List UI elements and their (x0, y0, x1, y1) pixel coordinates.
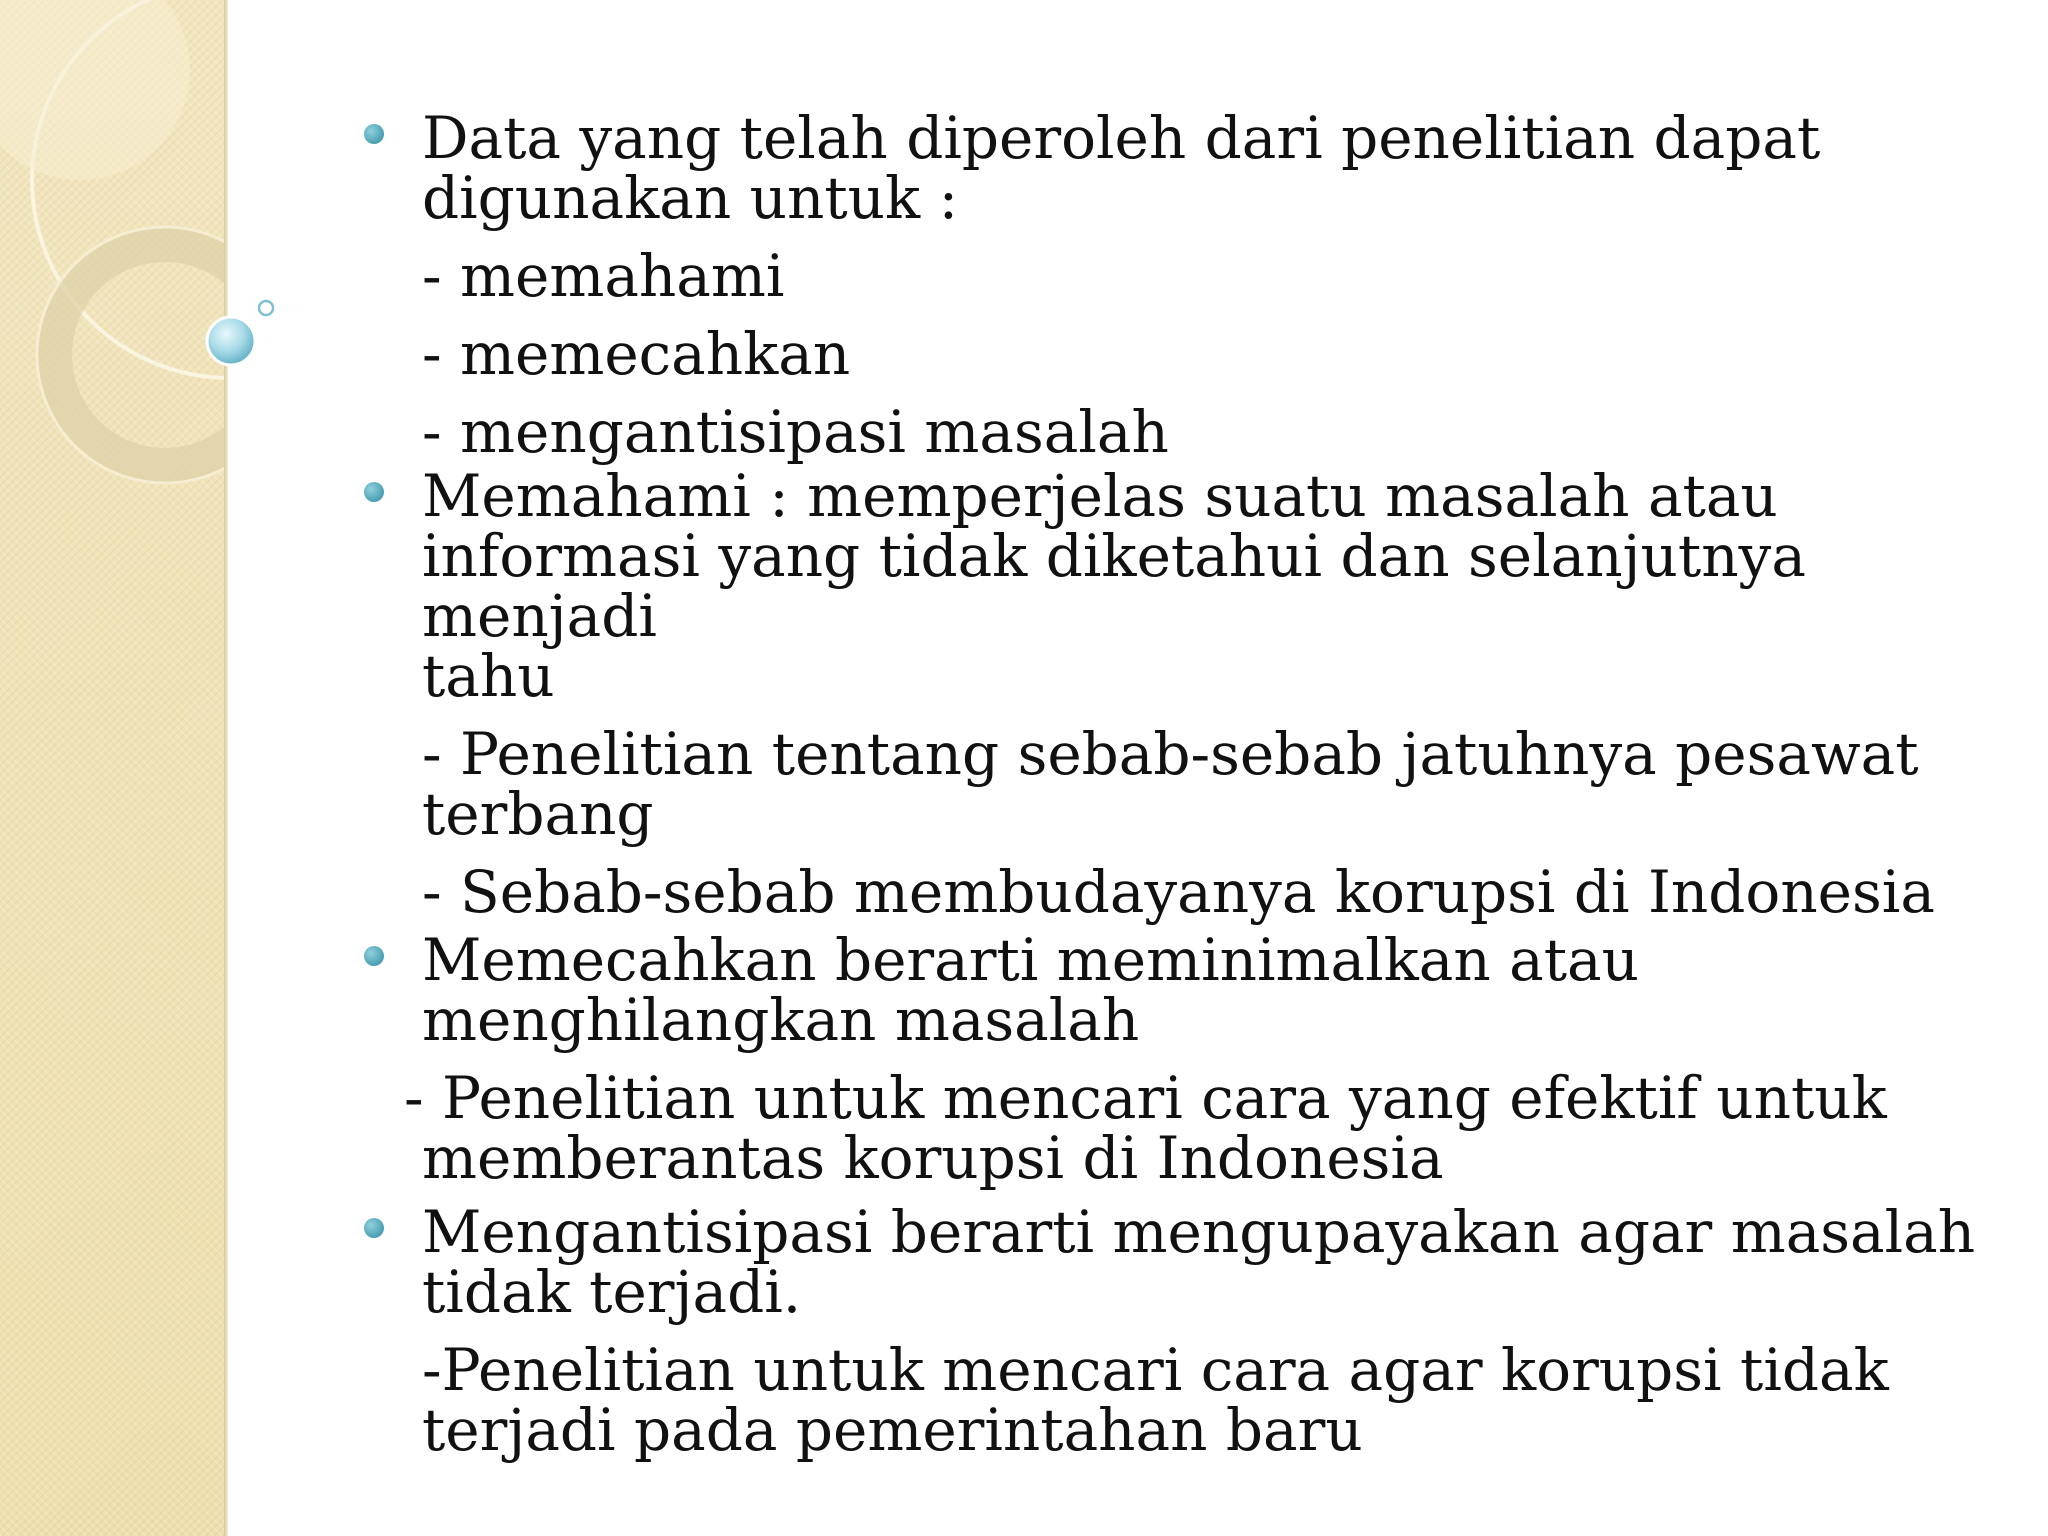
bullet-text-line: Data yang telah diperoleh dari penelitian dapat (422, 104, 1821, 172)
bullet-text-line: digunakan untuk : (422, 164, 959, 232)
bullet-dot-icon (364, 124, 384, 144)
bullet-dot-icon (364, 1218, 384, 1238)
bullet-item-data-usage (360, 104, 2000, 232)
bullet-dot-icon (364, 482, 384, 502)
sidebar-edge (224, 0, 228, 1536)
sub-item-memahami: - memahami (422, 242, 785, 310)
bullet-item-memahami: Memahami : memperjelas suatu masalah atau informasi yang tidak diketahui dan selanjutnya menjadi tahu (360, 466, 2000, 706)
bullet-item-memecahkan: Memecahkan berarti meminimalkan atau menghilangkan masalah (360, 930, 2000, 1050)
sub-item-mengantisipasi: - mengantisipasi masalah (422, 398, 1169, 466)
sub-item-memecahkan: - memecahkan (422, 320, 851, 388)
sub-item-memberantas: - Penelitian untuk mencari cara yang efektif untuk memberantas korupsi di Indonesia (404, 1064, 1887, 1192)
bullet-item-mengantisipasi: Mengantisipasi berarti mengupayakan agar masalah tidak terjadi. (360, 1202, 2000, 1322)
sub-item-pemerintahan: -Penelitian untuk mencari cara agar korupsi tidak terjadi pada pemerintahan baru (422, 1336, 1889, 1464)
sub-item-korupsi: - Sebab-sebab membudayanya korupsi di Indonesia (422, 858, 1935, 926)
decorative-sidebar (0, 0, 224, 1536)
slide-content (360, 104, 2000, 1464)
decorative-circles (0, 0, 224, 520)
bubble-decoration (200, 290, 290, 370)
bullet-dot-icon (364, 946, 384, 966)
sub-item-pesawat: - Penelitian tentang sebab-sebab jatuhnya pesawat terbang (422, 720, 1919, 848)
